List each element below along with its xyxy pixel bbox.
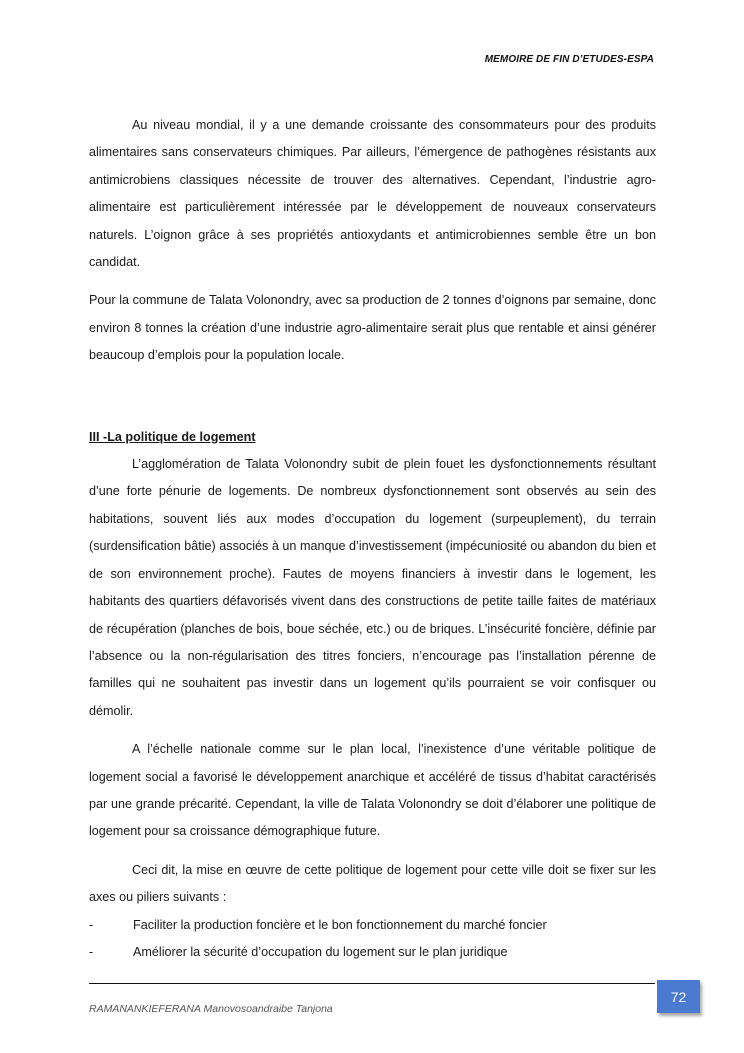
document-body	[89, 112, 656, 966]
bullet-marker: -	[89, 944, 94, 959]
footer-divider	[89, 983, 655, 984]
bullet-marker: -	[89, 917, 94, 932]
list-item	[89, 912, 656, 939]
footer-author: RAMANANKIEFERANA Manovosoandraibe Tanjona	[89, 1003, 333, 1015]
page-number-badge: 72	[657, 980, 700, 1013]
paragraph: Ceci dit, la mise en œuvre de cette politique de logement pour cette ville doit se fixer sur les axes ou piliers suivants :	[89, 862, 656, 905]
list-item-text: Améliorer la sécurité d’occupation du logement sur le plan juridique	[133, 944, 508, 959]
paragraph: Au niveau mondial, il y a une demande croissante des consommateurs pour des produits alimentaires sans conservateurs chimiques. Par ailleurs, l’émergence de pathogènes résistants aux antimicrobiens classiques nécessite de trouver des alternatives. Cependant, l’industrie agro-alimentaire est particulièrement intéressée par le développement de nouveaux conservateurs naturels. L’oignon grâce à ses propriétés antioxydants et antimicrobiennes semble être un bon candidat.	[89, 118, 656, 270]
list-item-text: Faciliter la production foncière et le bon fonctionnement du marché foncier	[133, 917, 547, 932]
running-header: MEMOIRE DE FIN D’ETUDES-ESPA	[484, 54, 654, 65]
paragraph: L’agglomération de Talata Volonondry subit de plein fouet les dysfonctionnements résultant d’une forte pénurie de logements. De nombreux dysfonctionnement sont observés au sein des habitations, souvent liés aux modes d’occupation du logement (surpeuplement), du terrain (surdensification bâtie) associés à un manque d’investissement (impécuniosité ou abandon du bien et de son environnement proche). Fautes de moyens financiers à investir dans le logement, les habitants des quartiers défavorisés vivent dans des constructions de petite taille faites de matériaux de récupération (planches de bois, boue séchée, etc.) ou de briques. L’insécurité foncière, définie par l’absence ou la non-régularisation des titres fonciers, n’encourage pas l’installation pérenne de familles qui ne souhaitent pas investir dans un logement qu’ils pourraient se voir confisquer ou démolir.	[89, 457, 656, 718]
paragraph: Pour la commune de Talata Volonondry, avec sa production de 2 tonnes d’oignons par semaine, donc environ 8 tonnes la création d’une industrie agro-alimentaire serait plus que rentable et ainsi générer beaucoup d’emplois pour la population locale.	[89, 293, 656, 363]
section-heading: III -La politique de logement	[89, 429, 256, 444]
list-item	[89, 939, 656, 966]
paragraph: A l’échelle nationale comme sur le plan local, l’inexistence d’une véritable politique de logement social a favorisé le développement anarchique et accéléré de tissus d’habitat caractérisés par une grande précarité. Cependant, la ville de Talata Volonondry se doit d’élaborer une politique de logement pour sa croissance démographique future.	[89, 742, 656, 839]
